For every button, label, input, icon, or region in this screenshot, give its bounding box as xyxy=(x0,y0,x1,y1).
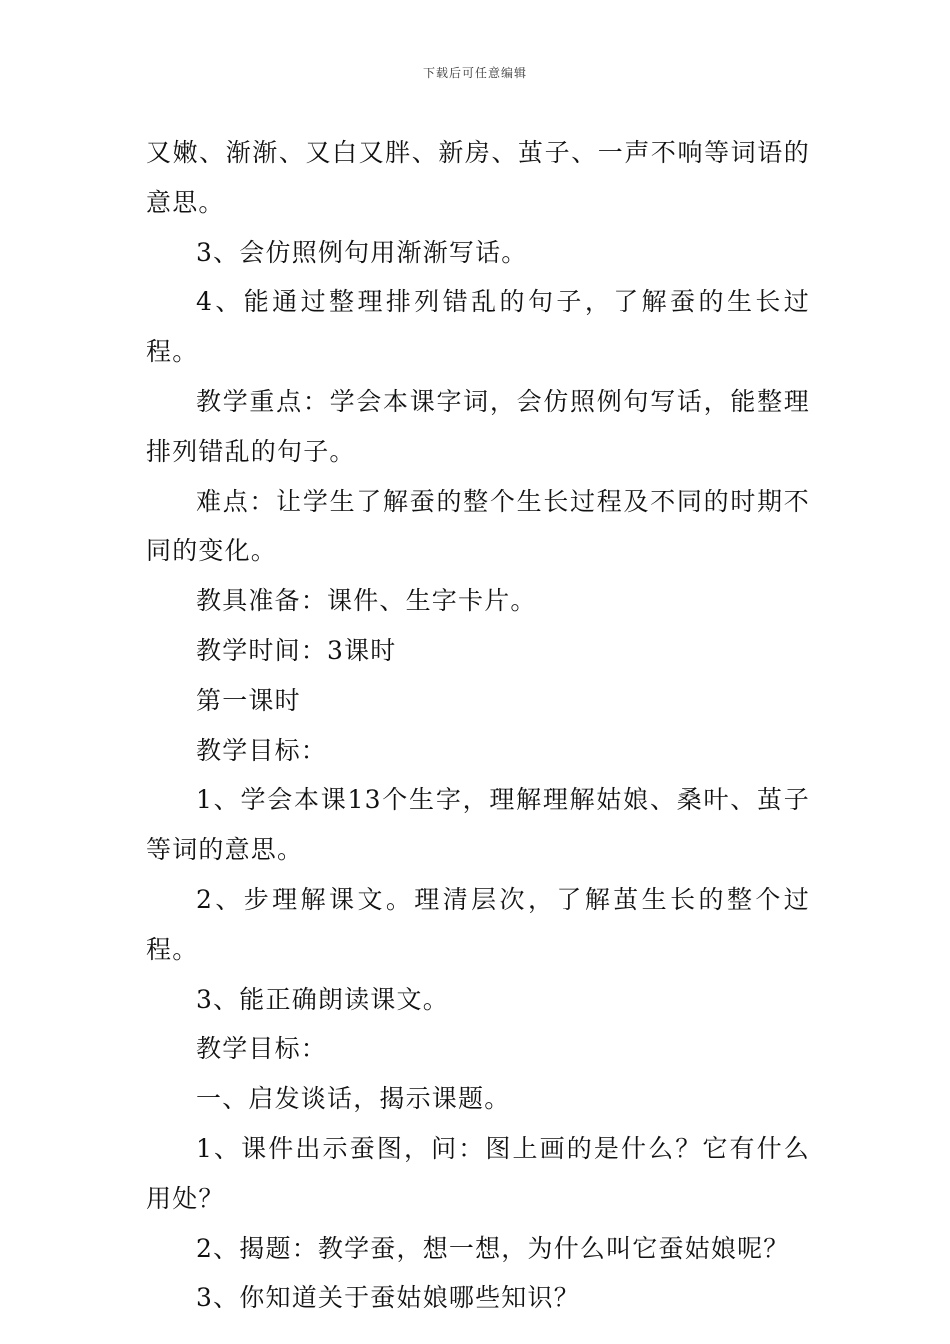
paragraph-objective-2: 2、步理解课文。理清层次，了解茧生长的整个过程。 xyxy=(146,884,810,964)
paragraph-objectives-heading: 教学目标： xyxy=(196,735,328,765)
document-body xyxy=(146,128,810,1323)
paragraph-first-lesson: 第一课时 xyxy=(196,685,301,715)
paragraph-objective-1: 1、学会本课13个生字，理解理解姑娘、桑叶、茧子等词的意思。 xyxy=(146,785,810,865)
paragraph-difficulties: 难点：让学生了解蚕的整个生长过程及不同的时期不同的变化。 xyxy=(146,486,810,566)
paragraph-section-1: 一、启发谈话，揭示课题。 xyxy=(196,1084,511,1114)
paragraph-teaching-time: 教学时间：3课时 xyxy=(196,635,397,665)
paragraph-goal-4: 4、能通过整理排列错乱的句子，了解蚕的生长过程。 xyxy=(146,287,810,367)
paragraph-materials: 教具准备：课件、生字卡片。 xyxy=(196,586,537,616)
page-header-note: 下载后可任意编辑 xyxy=(422,66,527,80)
paragraph-objectives-heading-2: 教学目标： xyxy=(196,1034,328,1064)
paragraph-objective-3: 3、能正确朗读课文。 xyxy=(196,984,449,1014)
paragraph-vocab-continued: 又嫩、渐渐、又白又胖、新房、茧子、一声不响等词语的意思。 xyxy=(146,138,810,217)
paragraph-step-3: 3、你知道关于蚕姑娘哪些知识？ xyxy=(196,1283,580,1313)
paragraph-step-1: 1、课件出示蚕图，问：图上画的是什么？它有什么用处？ xyxy=(146,1133,810,1213)
paragraph-step-2: 2、揭题：教学蚕，想一想，为什么叫它蚕姑娘呢？ xyxy=(196,1233,790,1263)
paragraph-key-points: 教学重点：学会本课字词，会仿照例句写话，能整理排列错乱的句子。 xyxy=(146,386,810,466)
paragraph-goal-3: 3、会仿照例句用渐渐写话。 xyxy=(196,237,528,267)
